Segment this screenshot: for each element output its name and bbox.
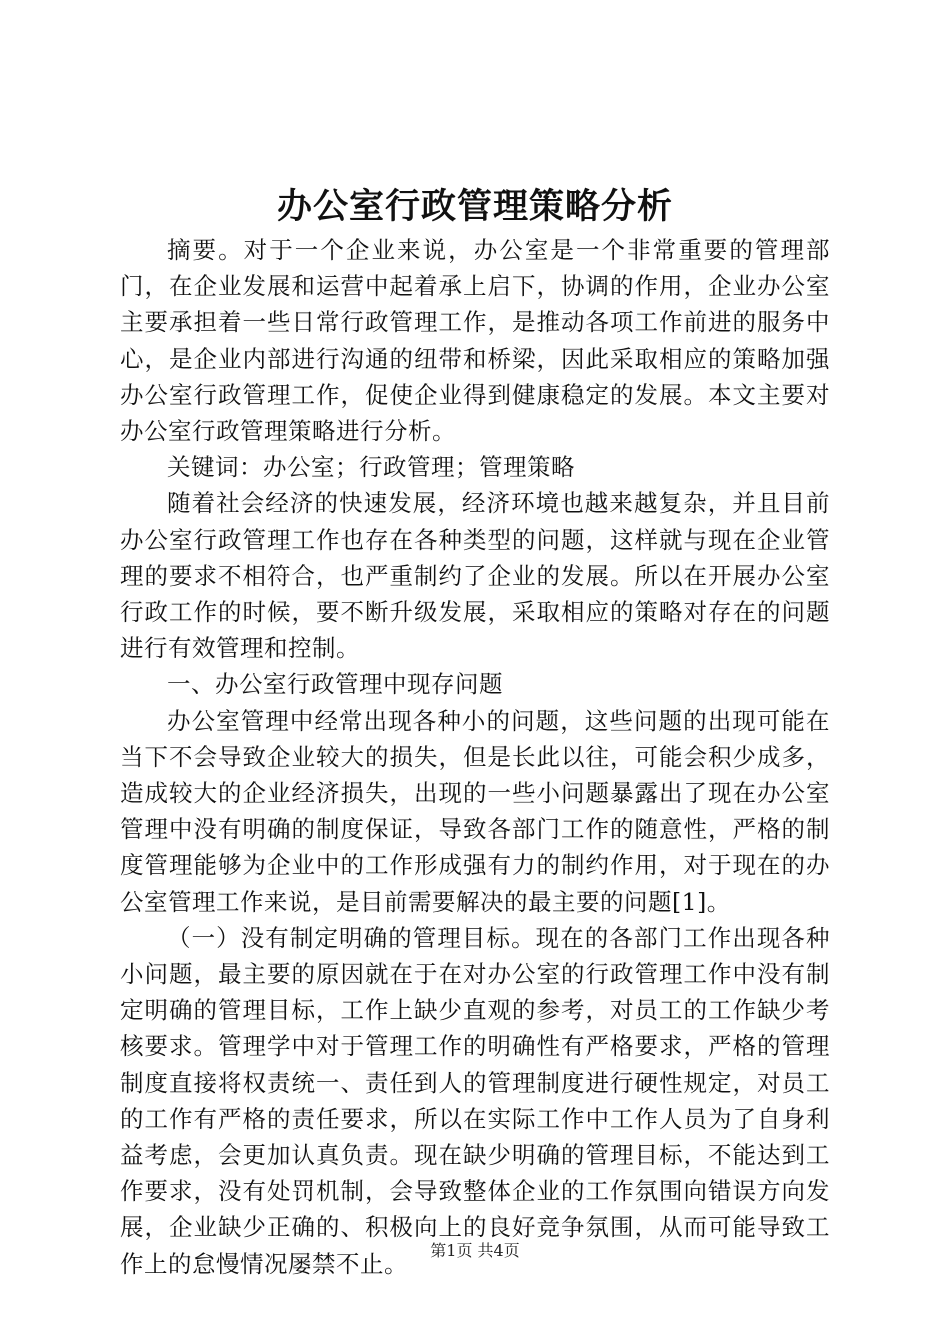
section-1-paragraph: 办公室管理中经常出现各种小的问题，这些问题的出现可能在当下不会导致企业较大的损失，但是长此以往，可能会积少成多，造成较大的企业经济损失，出现的一些小问题暴露出了现在办公室管理中没有明确的制度保证，导致各部门工作的随意性，严格的制度管理能够为企业中的工作形成强有力的制约作用，对于现在的办公室管理工作来说，是目前需要解决的最主要的问题[1]。 — [120, 706, 830, 916]
intro-paragraph: 随着社会经济的快速发展，经济环境也越来越复杂，并且目前办公室行政管理工作也存在各种类型的问题，这样就与现在企业管理的要求不相符合，也严重制约了企业的发展。所以在开展办公室行政工作的时候，要不断升级发展，采取相应的策略对存在的问题进行有效管理和控制。 — [120, 489, 830, 663]
page-footer: 第1页 共4页 — [430, 1241, 520, 1260]
section-heading-1: 一、办公室行政管理中现存问题 — [167, 670, 503, 699]
document-body — [120, 232, 830, 1282]
subsection-1-paragraph: （一）没有制定明确的管理目标。现在的各部门工作出现各种小问题，最主要的原因就在于在对办公室的行政管理工作中没有制定明确的管理目标，工作上缺少直观的参考，对员工的工作缺少考核要求。管理学中对于管理工作的明确性有严格要求，严格的管理制度直接将权责统一、责任到人的管理制度进行硬性规定，对员工的工作有严格的责任要求，所以在实际工作中工作人员为了自身利益考虑，会更加认真负责。现在缺少明确的管理目标，不能达到工作要求，没有处罚机制，会导致整体企业的工作氛围向错误方向发展，企业缺少正确的、积极向上的良好竞争氛围，从而可能导致工作上的怠慢情况屡禁不止。 — [120, 923, 830, 1278]
abstract-paragraph: 摘要。对于一个企业来说，办公室是一个非常重要的管理部门，在企业发展和运营中起着承上启下，协调的作用，企业办公室主要承担着一些日常行政管理工作，是推动各项工作前进的服务中心，是企业内部进行沟通的纽带和桥梁，因此采取相应的策略加强办公室行政管理工作，促使企业得到健康稳定的发展。本文主要对办公室行政管理策略进行分析。 — [120, 236, 830, 446]
document-title: 办公室行政管理策略分析 — [276, 186, 673, 227]
keywords-paragraph: 关键词：办公室；行政管理；管理策略 — [167, 453, 575, 482]
